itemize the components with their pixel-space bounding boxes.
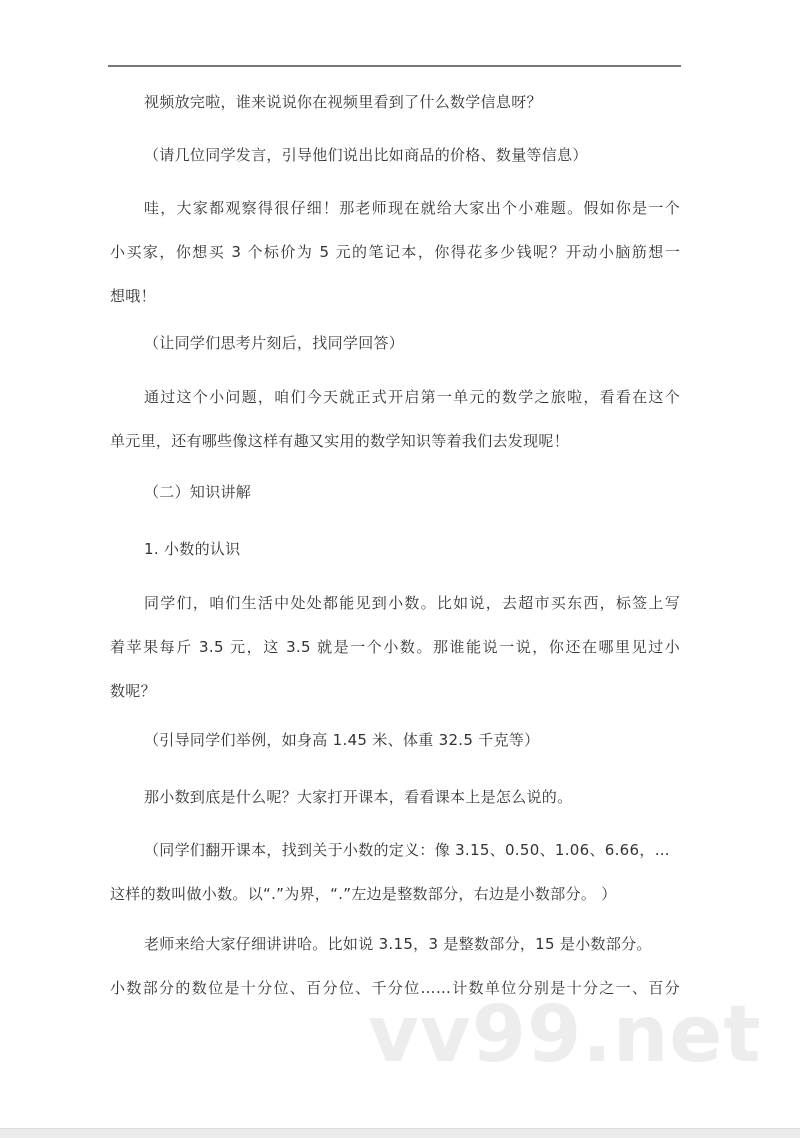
text-line: 那小数到底是什么呢？大家打开课本，看看课本上是怎么说的。 xyxy=(144,788,573,806)
text-line: 老师来给大家仔细讲讲哈。比如说 3.15，3 是整数部分，15 是小数部分。 xyxy=(144,935,652,953)
text-line: 想哦！ xyxy=(110,287,156,305)
text-line: 数呢？ xyxy=(110,682,156,700)
text-line: （引导同学们举例，如身高 1.45 米、体重 32.5 千克等） xyxy=(144,731,540,749)
text-line: （同学们翻开课本，找到关于小数的定义：像 3.15、0.50、1.06、6.66，… xyxy=(144,841,670,859)
text-line: 视频放完啦，谁来说说你在视频里看到了什么数学信息呀？ xyxy=(144,93,542,111)
text-line: 着苹果每斤 3.5 元，这 3.5 就是一个小数。那谁能说一说，你还在哪里见过小 xyxy=(110,638,680,656)
text-line: 通过这个小问题，咱们今天就正式开启第一单元的数学之旅啦，看看在这个 xyxy=(144,388,680,406)
text-line: 同学们，咱们生活中处处都能见到小数。比如说，去超市买东西，标签上写 xyxy=(144,594,680,612)
text-line: 小数部分的数位是十分位、百分位、千分位……计数单位分别是十分之一、百分 xyxy=(110,979,680,997)
text-line: 哇，大家都观察得很仔细！那老师现在就给大家出个小难题。假如你是一个 xyxy=(144,199,680,217)
text-line: （请几位同学发言，引导他们说出比如商品的价格、数量等信息） xyxy=(144,146,588,164)
text-line: 单元里，还有哪些像这样有趣又实用的数学知识等着我们去发现呢！ xyxy=(110,432,570,450)
text-line: 这样的数叫做小数。以“.”为界，“.”左边是整数部分，右边是小数部分。 ） xyxy=(110,885,617,903)
text-line: （二）知识讲解 xyxy=(144,483,252,501)
text-line: 小买家，你想买 3 个标价为 5 元的笔记本，你得花多少钱呢？开动小脑筋想一 xyxy=(110,243,680,261)
text-line: （让同学们思考片刻后，找同学回答） xyxy=(144,334,405,352)
text-line: 1. 小数的认识 xyxy=(144,540,241,558)
watermark: vv99.net xyxy=(368,990,762,1080)
header-rule xyxy=(108,65,681,67)
